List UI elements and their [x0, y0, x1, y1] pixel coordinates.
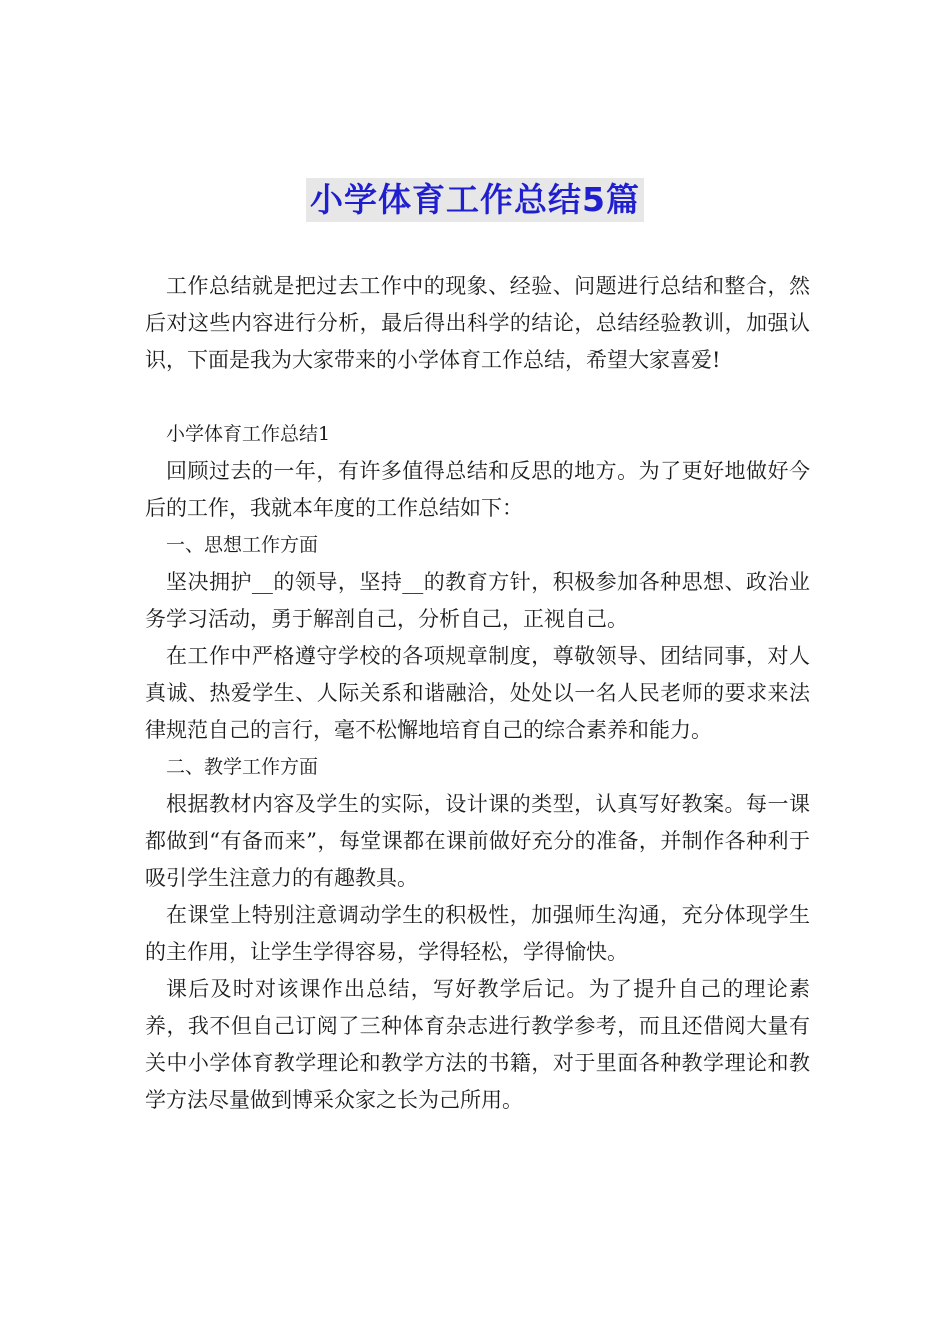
- section-title: 小学体育工作总结1: [166, 423, 331, 445]
- intro-paragraph: 工作总结就是把过去工作中的现象、经验、问题进行总结和整合，然后对这些内容进行分析，最后得出科学的结论，总结经验教训，加强认识，下面是我为大家带来的小学体育工作总结，希望大家喜爱!: [145, 274, 810, 372]
- title-area: [0, 178, 950, 222]
- subheading-1: 一、思想工作方面: [166, 534, 319, 556]
- paragraph-3: 在工作中严格遵守学校的各项规章制度，尊敬领导、团结同事，对人真诚、热爱学生、人际关系和谐融洽，处处以一名人民老师的要求来法律规范自己的言行，毫不松懈地培育自己的综合素养和能力。: [145, 644, 810, 742]
- paragraph-1: 回顾过去的一年，有许多值得总结和反思的地方。为了更好地做好今后的工作，我就本年度的工作总结如下：: [145, 459, 810, 520]
- paragraph-4: 根据教材内容及学生的实际，设计课的类型，认真写好教案。每一课都做到“有备而来”，每堂课都在课前做好充分的准备，并制作各种利于吸引学生注意力的有趣教具。: [145, 792, 810, 890]
- subheading-2: 二、教学工作方面: [166, 756, 319, 778]
- paragraph-6: 课后及时对该课作出总结，写好教学后记。为了提升自己的理论素养，我不但自己订阅了三种体育杂志进行教学参考，而且还借阅大量有关中小学体育教学理论和教学方法的书籍，对于里面各种教学理论和教学方法尽量做到博采众家之长为己所用。: [145, 977, 810, 1112]
- paragraph-2: 坚决拥护__的领导，坚持__的教育方针，积极参加各种思想、政治业务学习活动，勇于解剖自己，分析自己，正视自己。: [145, 570, 810, 631]
- document-body: [145, 268, 810, 1119]
- spacer: [145, 379, 810, 416]
- paragraph-5: 在课堂上特别注意调动学生的积极性，加强师生沟通，充分体现学生的主作用，让学生学得容易，学得轻松，学得愉快。: [145, 903, 810, 964]
- document-title: 小学体育工作总结5篇: [306, 178, 644, 222]
